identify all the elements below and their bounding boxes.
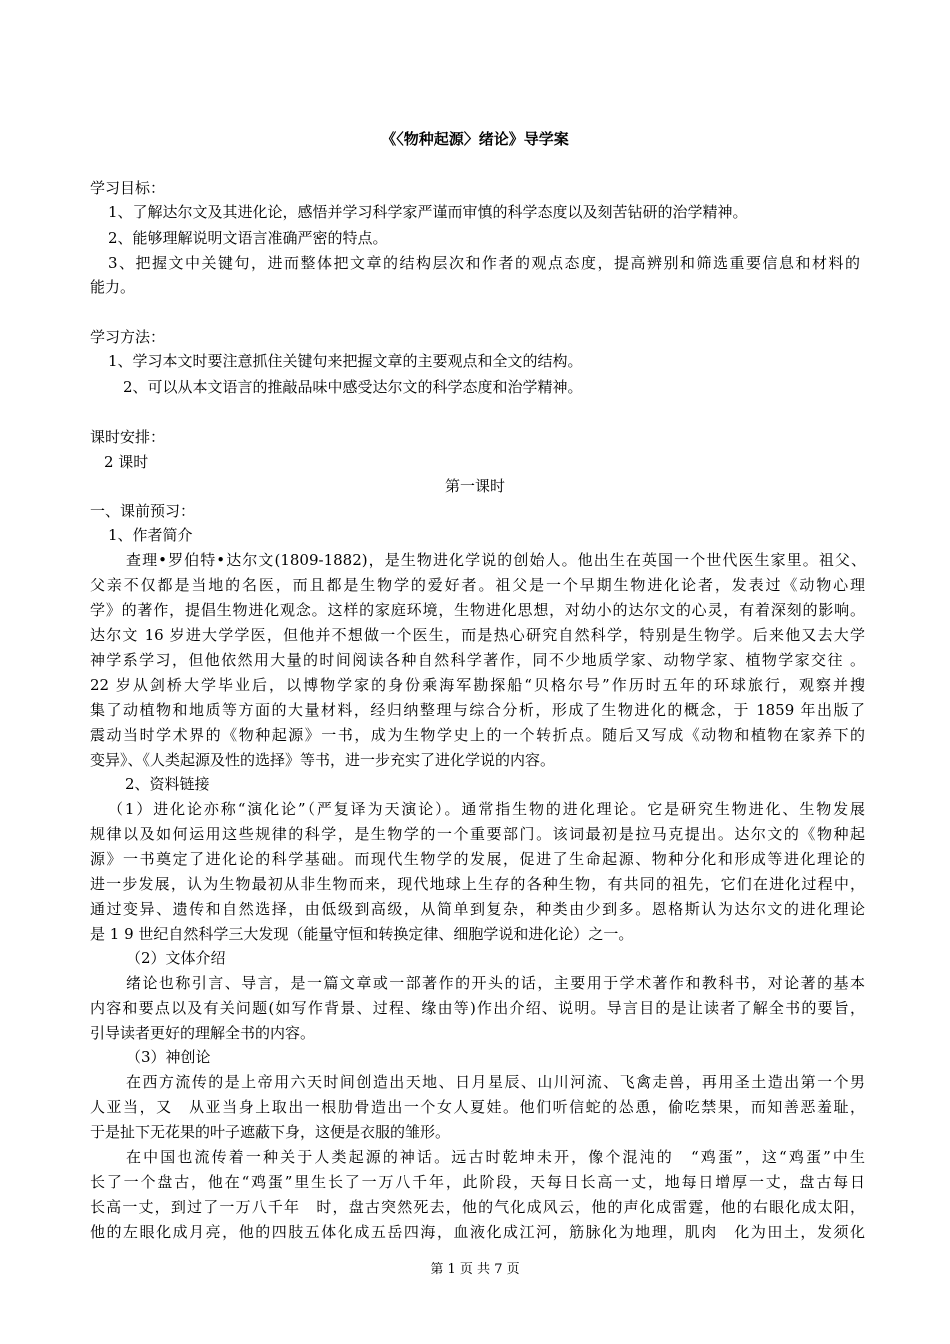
author-line-1: 查理•罗伯特•达尔文(1809-1882)，是生物进化学说的创始人。他出生在英国一个世代医生家里。祖父、 xyxy=(126,551,866,569)
evolution-line-5: 通过变异、遗传和自然选择，由低级到高级，从简单到复杂，种类由少到多。恩格斯认为达尔文的进化理论 xyxy=(90,900,865,918)
west-line-2: 人亚当，又 从亚当身上取出一根肋骨造出一个女人夏娃。他们听信蛇的怂恿，偷吃禁果，而知善恶羞耻， xyxy=(90,1098,865,1116)
goals-heading: 学习目标： xyxy=(90,179,166,197)
china-line-3: 长高一丈，到过了一万八千年 时，盘古突然死去，他的气化成风云，他的声化成雷霆，他的右眼化成太阳， xyxy=(90,1198,865,1216)
author-line-6: 22 岁从剑桥大学毕业后，以博物学家的身份乘海军勘探船“贝格尔号”作历时五年的环球旅行，观察并搜 xyxy=(90,676,865,694)
genre-line-1: 绪论也称引言、导言，是一篇文章或一部著作的开头的话，主要用于学术著作和教科书，对论著的基本 xyxy=(126,974,865,992)
document-title: 《〈物种起源〉绪论》导学案 xyxy=(381,130,569,148)
section-preview-heading: 一、课前预习： xyxy=(90,502,196,520)
author-line-4: 达尔文 16 岁进大学学医，但他并不想做一个医生，而是热心研究自然科学，特别是生物学。后来他又去大学 xyxy=(90,626,865,644)
evolution-line-1: （1）进化论亦称“演化论”（严复译为天演论）。通常指生物的进化理论。它是研究生物进化、生物发展 xyxy=(108,800,865,818)
goal-item-1: 1、了解达尔文及其进化论，感悟并学习科学家严谨而审慎的科学态度以及刻苦钻研的治学精神。 xyxy=(108,203,748,221)
author-line-7: 集了动植物和地质等方面的大量材料，经归纳整理与综合分析，形成了生物进化的概念，于 1859 年出版了 xyxy=(90,701,865,719)
schedule-value: 2 课时 xyxy=(104,453,149,471)
lesson-heading: 第一课时 xyxy=(444,477,505,495)
genre-line-3: 引导读者更好的理解全书的内容。 xyxy=(90,1024,316,1042)
author-line-5: 神学系学习，但他依然用大量的时间阅读各种自然科学著作，同不少地质学家、动物学家、植物学家交往 。 xyxy=(90,651,865,669)
author-line-2: 父亲不仅都是当地的名医，而且都是生物学的爱好者。祖父是一个早期生物进化论者，发表过《动物心理 xyxy=(90,576,865,594)
goal-item-3-cont: 能力。 xyxy=(90,278,136,296)
author-line-8: 震动当时学术界的《物种起源》一书，成为生物学史上的一个转折点。随后又写成《动物和植物在家养下的 xyxy=(90,726,865,744)
creation-heading: （3）神创论 xyxy=(126,1048,211,1066)
evolution-line-6: 是 1 9 世纪自然科学三大发现（能量守恒和转换定律、细胞学说和进化论）之一。 xyxy=(90,925,634,943)
west-line-1: 在西方流传的是上帝用六天时间创造出天地、日月星辰、山川河流、飞禽走兽，再用圣土造出第一个男 xyxy=(126,1073,865,1091)
author-line-9: 变异》、《人类起源及性的选择》等书，进一步充实了进化学说的内容。 xyxy=(90,751,556,769)
links-heading: 2、资料链接 xyxy=(125,775,210,793)
goal-item-2: 2、能够理解说明文语言准确严密的特点。 xyxy=(108,229,388,247)
author-heading: 1、作者简介 xyxy=(108,526,193,544)
evolution-line-4: 进一步发展，认为生物最初从非生物而来，现代地球上生存的各种生物，有共同的祖先，它们在进化过程中， xyxy=(90,875,865,893)
method-item-1: 1、学习本文时要注意抓住关键句来把握文章的主要观点和全文的结构。 xyxy=(108,352,583,370)
methods-heading: 学习方法： xyxy=(90,328,166,346)
schedule-heading: 课时安排： xyxy=(90,428,166,446)
goal-item-3: 3、把握文中关键句，进而整体把文章的结构层次和作者的观点态度，提高辨别和筛选重要信息和材料的 xyxy=(108,254,860,272)
china-line-4: 他的左眼化成月亮，他的四肢五体化成五岳四海，血液化成江河，筋脉化为地理，肌肉 化为田土，发须化 xyxy=(90,1223,865,1241)
genre-heading: （2）文体介绍 xyxy=(126,949,226,967)
page-footer: 第 1 页 共 7 页 xyxy=(430,1262,520,1277)
china-line-1: 在中国也流传着一种关于人类起源的神话。远古时乾坤未开，像个混沌的 “鸡蛋”，这“鸡蛋”中生 xyxy=(126,1148,865,1166)
evolution-line-2: 规律以及如何运用这些规律的科学，是生物学的一个重要部门。该词最初是拉马克提出。达尔文的《物种起 xyxy=(90,825,865,843)
evolution-line-3: 源》一书奠定了进化论的科学基础。而现代生物学的发展，促进了生命起源、物种分化和形成等进化理论的 xyxy=(90,850,865,868)
genre-line-2: 内容和要点以及有关问题(如写作背景、过程、缘由等)作出介绍、说明。导言目的是让读者了解全书的要旨， xyxy=(90,999,865,1017)
china-line-2: 长了一个盘古，他在“鸡蛋”里生长了一万八千年，此阶段，天每日长高一丈，地每日增厚一丈，盘古每日 xyxy=(90,1173,865,1191)
west-line-3: 于是扯下无花果的叶子遮蔽下身，这便是衣服的雏形。 xyxy=(90,1123,451,1141)
method-item-2: 2、可以从本文语言的推敲品味中感受达尔文的科学态度和治学精神。 xyxy=(123,378,583,396)
author-line-3: 学》的著作，提倡生物进化观念。这样的家庭环境，生物进化思想，对幼小的达尔文的心灵，有着深刻的影响。 xyxy=(90,601,865,619)
